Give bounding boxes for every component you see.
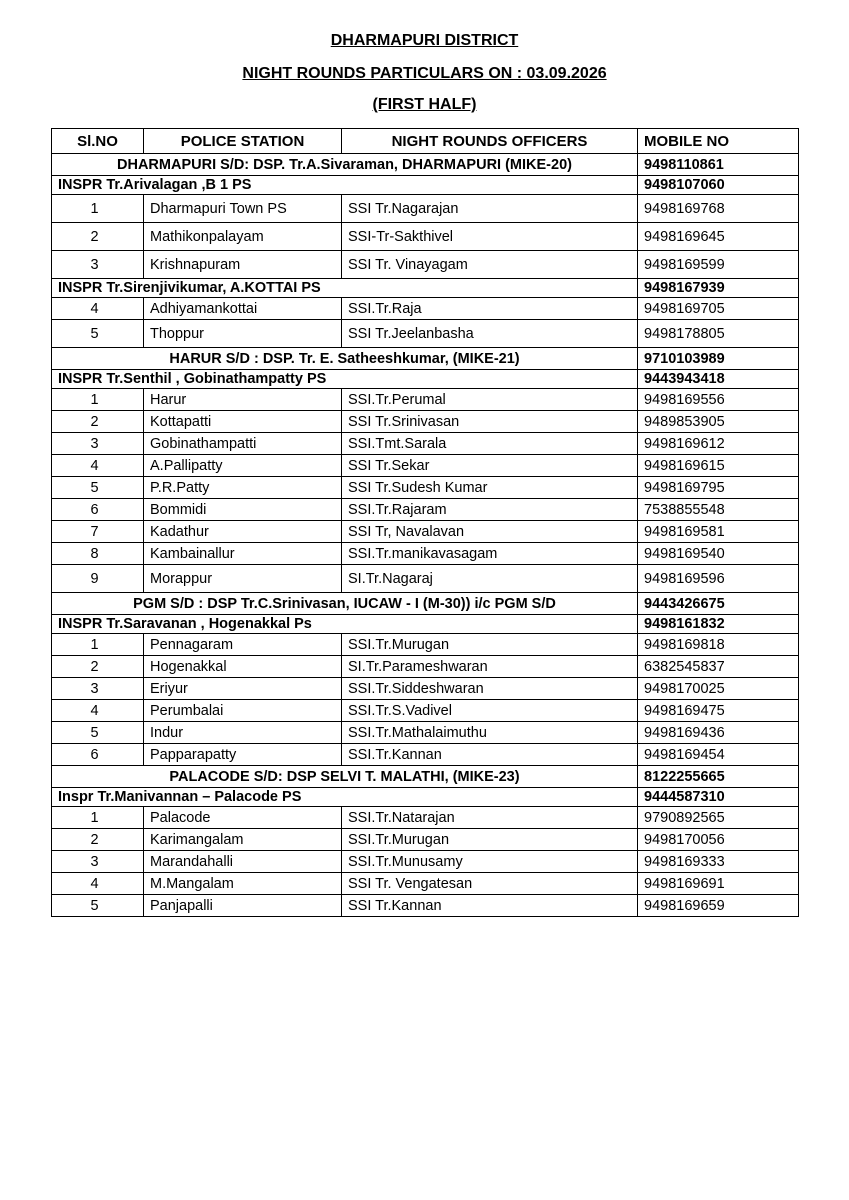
officer-mobile: 9498169705 (638, 298, 799, 320)
subdivision-row (52, 593, 799, 615)
officer-mobile: 7538855548 (638, 499, 799, 521)
inspector-name: INSPR Tr.Saravanan , Hogenakkal Ps (52, 615, 638, 634)
police-station: Indur (144, 722, 342, 744)
table-row (52, 320, 799, 348)
rounds-officer: SSI Tr.Jeelanbasha (342, 320, 638, 348)
officer-mobile: 9790892565 (638, 807, 799, 829)
rounds-officer: SSI.Tr.manikavasagam (342, 543, 638, 565)
officer-mobile: 9498169581 (638, 521, 799, 543)
serial-number-cell (52, 543, 144, 565)
inspector-row (52, 370, 799, 389)
officer-mobile: 9498169659 (638, 895, 799, 917)
table-row (52, 873, 799, 895)
inspector-name: INSPR Tr.Arivalagan ,B 1 PS (52, 176, 638, 195)
serial-number: 2 (90, 413, 99, 430)
table-row (52, 565, 799, 593)
inspector-mobile: 9444587310 (638, 788, 799, 807)
table-row (52, 389, 799, 411)
table-row (52, 223, 799, 251)
table-body (52, 154, 799, 917)
serial-number-cell (52, 722, 144, 744)
serial-number: 3 (90, 680, 99, 697)
police-station: P.R.Patty (144, 477, 342, 499)
serial-number: 4 (90, 300, 99, 317)
officer-mobile: 9498170025 (638, 678, 799, 700)
police-station: Thoppur (144, 320, 342, 348)
table-row (52, 543, 799, 565)
table-row (52, 455, 799, 477)
subdivision-row (52, 348, 799, 370)
rounds-officer: SSI Tr.Sekar (342, 455, 638, 477)
night-rounds-table (51, 128, 799, 917)
serial-number-cell (52, 565, 144, 593)
district-title: DHARMAPURI DISTRICT (330, 32, 519, 49)
rounds-officer: SSI.Tr.S.Vadivel (342, 700, 638, 722)
serial-number-cell (52, 634, 144, 656)
serial-number: 2 (90, 831, 99, 848)
rounds-officer: SSI.Tr.Murugan (342, 829, 638, 851)
inspector-mobile: 9498161832 (638, 615, 799, 634)
inspector-mobile: 9498167939 (638, 279, 799, 298)
police-station: A.Pallipatty (144, 455, 342, 477)
police-station: Perumbalai (144, 700, 342, 722)
rounds-officer: SSI.Tr.Rajaram (342, 499, 638, 521)
rounds-officer: SSI.Tr.Siddeshwaran (342, 678, 638, 700)
rounds-officer: SSI Tr.Nagarajan (342, 195, 638, 223)
police-station: Adhiyamankottai (144, 298, 342, 320)
serial-number: 1 (90, 200, 99, 217)
rounds-officer: SSI.Tr.Mathalaimuthu (342, 722, 638, 744)
serial-number: 6 (90, 501, 99, 518)
officer-mobile: 9498169768 (638, 195, 799, 223)
table-row (52, 195, 799, 223)
serial-number-cell (52, 411, 144, 433)
rounds-officer: SSI.Tmt.Sarala (342, 433, 638, 455)
rounds-officer: SSI Tr.Sudesh Kumar (342, 477, 638, 499)
officer-mobile: 9498169612 (638, 433, 799, 455)
police-station: Morappur (144, 565, 342, 593)
table-row (52, 634, 799, 656)
police-station: Kambainallur (144, 543, 342, 565)
police-station: Bommidi (144, 499, 342, 521)
rounds-officer: SSI Tr. Vinayagam (342, 251, 638, 279)
serial-number: 5 (90, 724, 99, 741)
serial-number-cell (52, 521, 144, 543)
officer-mobile: 9498169645 (638, 223, 799, 251)
subdivision-mobile: 9443426675 (638, 593, 799, 615)
serial-number: 1 (90, 809, 99, 826)
inspector-mobile: 9443943418 (638, 370, 799, 389)
officer-mobile: 9498178805 (638, 320, 799, 348)
police-station: Panjapalli (144, 895, 342, 917)
officer-mobile: 9498169615 (638, 455, 799, 477)
rounds-officer: SSI.Tr.Kannan (342, 744, 638, 766)
serial-number-cell (52, 389, 144, 411)
officer-mobile: 9498169436 (638, 722, 799, 744)
table-row (52, 807, 799, 829)
inspector-name: INSPR Tr.Sirenjivikumar, A.KOTTAI PS (52, 279, 638, 298)
table-row (52, 829, 799, 851)
report-subtitle: NIGHT ROUNDS PARTICULARS ON : 03.09.2026 (242, 65, 607, 82)
subdivision-row (52, 154, 799, 176)
serial-number-cell (52, 829, 144, 851)
inspector-row (52, 788, 799, 807)
officer-mobile: 9498169599 (638, 251, 799, 279)
table-row (52, 851, 799, 873)
police-station: Krishnapuram (144, 251, 342, 279)
serial-number-cell (52, 744, 144, 766)
officer-mobile: 9498169795 (638, 477, 799, 499)
serial-number-cell (52, 700, 144, 722)
rounds-officer: SSI.Tr.Perumal (342, 389, 638, 411)
rounds-officer: SSI.Tr.Murugan (342, 634, 638, 656)
table-row (52, 251, 799, 279)
serial-number: 5 (90, 897, 99, 914)
officer-mobile: 9498169454 (638, 744, 799, 766)
police-station: Eriyur (144, 678, 342, 700)
serial-number: 3 (90, 853, 99, 870)
serial-number: 3 (90, 435, 99, 452)
officer-mobile: 9498169333 (638, 851, 799, 873)
police-station: Papparapatty (144, 744, 342, 766)
table-row (52, 656, 799, 678)
officer-mobile: 9498169691 (638, 873, 799, 895)
inspector-row (52, 615, 799, 634)
inspector-name: Inspr Tr.Manivannan – Palacode PS (52, 788, 638, 807)
serial-number-cell (52, 251, 144, 279)
serial-number-cell (52, 477, 144, 499)
table-row (52, 298, 799, 320)
subdivision-mobile: 9710103989 (638, 348, 799, 370)
serial-number-cell (52, 851, 144, 873)
table-row (52, 433, 799, 455)
subdivision-title: HARUR S/D : DSP. Tr. E. Satheeshkumar, (MIKE-21) (52, 348, 638, 370)
serial-number: 2 (90, 658, 99, 675)
serial-number-cell (52, 895, 144, 917)
table-row (52, 521, 799, 543)
serial-number-cell (52, 455, 144, 477)
table-row (52, 477, 799, 499)
officer-mobile: 9489853905 (638, 411, 799, 433)
inspector-mobile: 9498107060 (638, 176, 799, 195)
subdivision-mobile: 8122255665 (638, 766, 799, 788)
table-row (52, 411, 799, 433)
rounds-officer: SI.Tr.Parameshwaran (342, 656, 638, 678)
police-station: Gobinathampatti (144, 433, 342, 455)
serial-number: 5 (90, 479, 99, 496)
table-row (52, 678, 799, 700)
serial-number-cell (52, 656, 144, 678)
serial-number-cell (52, 678, 144, 700)
serial-number: 4 (90, 875, 99, 892)
subdivision-mobile: 9498110861 (638, 154, 799, 176)
police-station: M.Mangalam (144, 873, 342, 895)
police-station: Hogenakkal (144, 656, 342, 678)
rounds-officer: SSI Tr, Navalavan (342, 521, 638, 543)
police-station: Marandahalli (144, 851, 342, 873)
serial-number: 2 (90, 228, 99, 245)
serial-number: 9 (90, 570, 99, 587)
serial-number: 4 (90, 702, 99, 719)
subdivision-title: DHARMAPURI S/D: DSP. Tr.A.Sivaraman, DHARMAPURI (MIKE-20) (52, 154, 638, 176)
officer-mobile: 6382545837 (638, 656, 799, 678)
rounds-officer: SSI-Tr-Sakthivel (342, 223, 638, 251)
rounds-officer: SSI.Tr.Raja (342, 298, 638, 320)
serial-number: 3 (90, 256, 99, 273)
police-station: Karimangalam (144, 829, 342, 851)
police-station: Dharmapuri Town PS (144, 195, 342, 223)
serial-number: 6 (90, 746, 99, 763)
subdivision-title: PGM S/D : DSP Tr.C.Srinivasan, IUCAW - I (M-30)) i/c PGM S/D (52, 593, 638, 615)
serial-number: 1 (90, 391, 99, 408)
table-row (52, 700, 799, 722)
subdivision-title: PALACODE S/D: DSP SELVI T. MALATHI, (MIKE-23) (52, 766, 638, 788)
police-station: Pennagaram (144, 634, 342, 656)
rounds-officer: SSI Tr. Vengatesan (342, 873, 638, 895)
header-police-station: POLICE STATION (144, 129, 342, 154)
inspector-row (52, 279, 799, 298)
serial-number-cell (52, 807, 144, 829)
police-station: Kadathur (144, 521, 342, 543)
police-station: Harur (144, 389, 342, 411)
serial-number-cell (52, 499, 144, 521)
serial-number-cell (52, 298, 144, 320)
serial-number-cell (52, 433, 144, 455)
subdivision-row (52, 766, 799, 788)
rounds-officer: SSI Tr.Srinivasan (342, 411, 638, 433)
inspector-name: INSPR Tr.Senthil , Gobinathampatty PS (52, 370, 638, 389)
police-station: Palacode (144, 807, 342, 829)
serial-number: 5 (90, 325, 99, 342)
header-officers: NIGHT ROUNDS OFFICERS (342, 129, 638, 154)
officer-mobile: 9498169540 (638, 543, 799, 565)
officer-mobile: 9498169818 (638, 634, 799, 656)
serial-number: 8 (90, 545, 99, 562)
serial-number-cell (52, 195, 144, 223)
rounds-officer: SSI.Tr.Munusamy (342, 851, 638, 873)
officer-mobile: 9498170056 (638, 829, 799, 851)
serial-number: 7 (90, 523, 99, 540)
inspector-row (52, 176, 799, 195)
serial-number-cell (52, 223, 144, 251)
serial-number: 4 (90, 457, 99, 474)
table-header-row (52, 129, 799, 154)
rounds-officer: SI.Tr.Nagaraj (342, 565, 638, 593)
officer-mobile: 9498169475 (638, 700, 799, 722)
table-row (52, 895, 799, 917)
officer-mobile: 9498169556 (638, 389, 799, 411)
table-row (52, 499, 799, 521)
rounds-officer: SSI Tr.Kannan (342, 895, 638, 917)
serial-number-cell (52, 320, 144, 348)
police-station: Mathikonpalayam (144, 223, 342, 251)
report-half: (FIRST HALF) (372, 96, 477, 113)
serial-number-cell (52, 873, 144, 895)
officer-mobile: 9498169596 (638, 565, 799, 593)
table-row (52, 722, 799, 744)
rounds-officer: SSI.Tr.Natarajan (342, 807, 638, 829)
serial-number: 1 (90, 636, 99, 653)
police-station: Kottapatti (144, 411, 342, 433)
header-sl-no: Sl.NO (52, 129, 144, 154)
table-row (52, 744, 799, 766)
header-mobile: MOBILE NO (638, 129, 799, 154)
